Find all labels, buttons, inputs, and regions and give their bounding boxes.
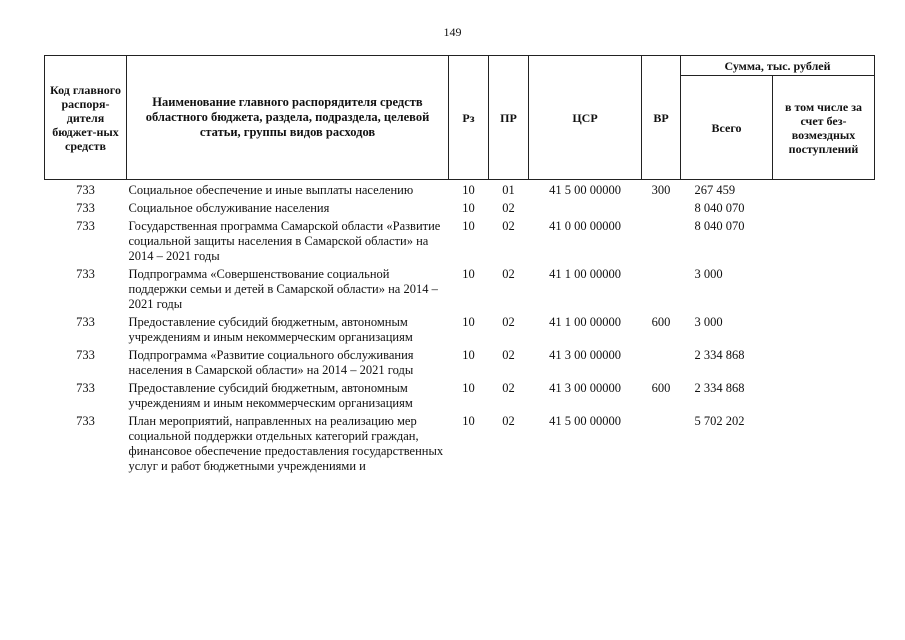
cell-free [773, 380, 875, 413]
cell-free [773, 180, 875, 201]
cell-name: Социальное обслуживание населения [128, 201, 330, 215]
cell-pr: 02 [502, 267, 515, 281]
cell-vr [642, 218, 681, 266]
cell-code: 733 [76, 201, 95, 215]
cell-name: Предоставление субсидий бюджетным, автономным учреждениям и иным некоммерческим организациям [128, 381, 413, 410]
budget-table [44, 55, 875, 476]
cell-pr: 01 [502, 183, 515, 197]
header-rz: Рз [449, 56, 489, 180]
cell-code: 733 [76, 267, 95, 281]
cell-vr: 300 [651, 183, 671, 197]
cell-vr: 600 [651, 381, 671, 395]
cell-csr: 41 0 00 00000 [549, 219, 621, 233]
cell-code: 733 [76, 183, 95, 197]
cell-rz: 10 [462, 267, 475, 281]
cell-free [773, 413, 875, 476]
cell-rz: 10 [462, 183, 475, 197]
cell-vr [642, 347, 681, 380]
table-row [45, 218, 875, 266]
cell-free [773, 218, 875, 266]
cell-rz: 10 [462, 315, 475, 329]
cell-pr: 02 [502, 219, 515, 233]
cell-rz: 10 [462, 348, 475, 362]
cell-code: 733 [76, 414, 95, 428]
table-header [45, 56, 875, 180]
cell-total: 267 459 [694, 183, 736, 197]
cell-name: Подпрограмма «Совершенствование социальной поддержки семьи и детей в Самарской области» на 2014 – 2021 годы [128, 267, 438, 311]
table-row [45, 266, 875, 314]
cell-csr: 41 1 00 00000 [549, 315, 621, 329]
cell-free [773, 347, 875, 380]
cell-name: Предоставление субсидий бюджетным, автономным учреждениям и иным некоммерческим организациям [128, 315, 413, 344]
cell-vr [642, 200, 681, 218]
cell-vr: 600 [651, 315, 671, 329]
cell-total: 2 334 868 [694, 348, 745, 362]
cell-total: 3 000 [694, 267, 723, 281]
page-number: 149 [443, 25, 462, 39]
cell-code: 733 [76, 381, 95, 395]
table-row [45, 380, 875, 413]
cell-pr: 02 [502, 348, 515, 362]
cell-total: 2 334 868 [694, 381, 745, 395]
cell-total: 8 040 070 [694, 201, 745, 215]
cell-pr: 02 [502, 201, 515, 215]
header-total: Всего [681, 76, 773, 180]
header-code: Код главного распоря-дителя бюджет-ных средств [45, 56, 127, 180]
cell-name: План мероприятий, направленных на реализацию мер социальной поддержки отдельных категорий граждан, финансовое обеспечение предоставления государственных услуг и работ бюджетными учреждениями и [128, 414, 444, 473]
cell-total: 8 040 070 [694, 219, 745, 233]
cell-csr: 41 1 00 00000 [549, 267, 621, 281]
header-free: в том числе за счет без-возмездных поступлений [773, 76, 875, 180]
cell-total: 5 702 202 [694, 414, 745, 428]
cell-name: Государственная программа Самарской области «Развитие социальной защиты населения в Самарской области» на 2014 – 2021 годы [128, 219, 441, 263]
table-row [45, 413, 875, 476]
cell-rz: 10 [462, 381, 475, 395]
header-name: Наименование главного распорядителя средств областного бюджета, раздела, подраздела, целевой статьи, группы видов расходов [127, 56, 449, 180]
cell-pr: 02 [502, 381, 515, 395]
table-row [45, 314, 875, 347]
cell-rz: 10 [462, 201, 475, 215]
cell-free [773, 266, 875, 314]
table-row [45, 180, 875, 201]
cell-vr [642, 266, 681, 314]
cell-rz: 10 [462, 219, 475, 233]
cell-name: Социальное обеспечение и иные выплаты населению [128, 183, 414, 197]
cell-csr: 41 5 00 00000 [549, 183, 621, 197]
cell-code: 733 [76, 315, 95, 329]
table-row [45, 200, 875, 218]
cell-pr: 02 [502, 414, 515, 428]
cell-rz: 10 [462, 414, 475, 428]
header-vr: ВР [642, 56, 681, 180]
cell-csr [529, 200, 642, 218]
cell-csr: 41 5 00 00000 [549, 414, 621, 428]
header-pr: ПР [489, 56, 529, 180]
header-csr: ЦСР [529, 56, 642, 180]
cell-pr: 02 [502, 315, 515, 329]
cell-code: 733 [76, 219, 95, 233]
cell-total: 3 000 [694, 315, 723, 329]
cell-free [773, 200, 875, 218]
cell-name: Подпрограмма «Развитие социального обслуживания населения в Самарской области» на 2014 – 2021 годы [128, 348, 414, 377]
cell-csr: 41 3 00 00000 [549, 381, 621, 395]
cell-csr: 41 3 00 00000 [549, 348, 621, 362]
cell-code: 733 [76, 348, 95, 362]
header-sum: Сумма, тыс. рублей [681, 56, 875, 76]
table-row [45, 347, 875, 380]
table-body [45, 180, 875, 477]
cell-vr [642, 413, 681, 476]
cell-free [773, 314, 875, 347]
